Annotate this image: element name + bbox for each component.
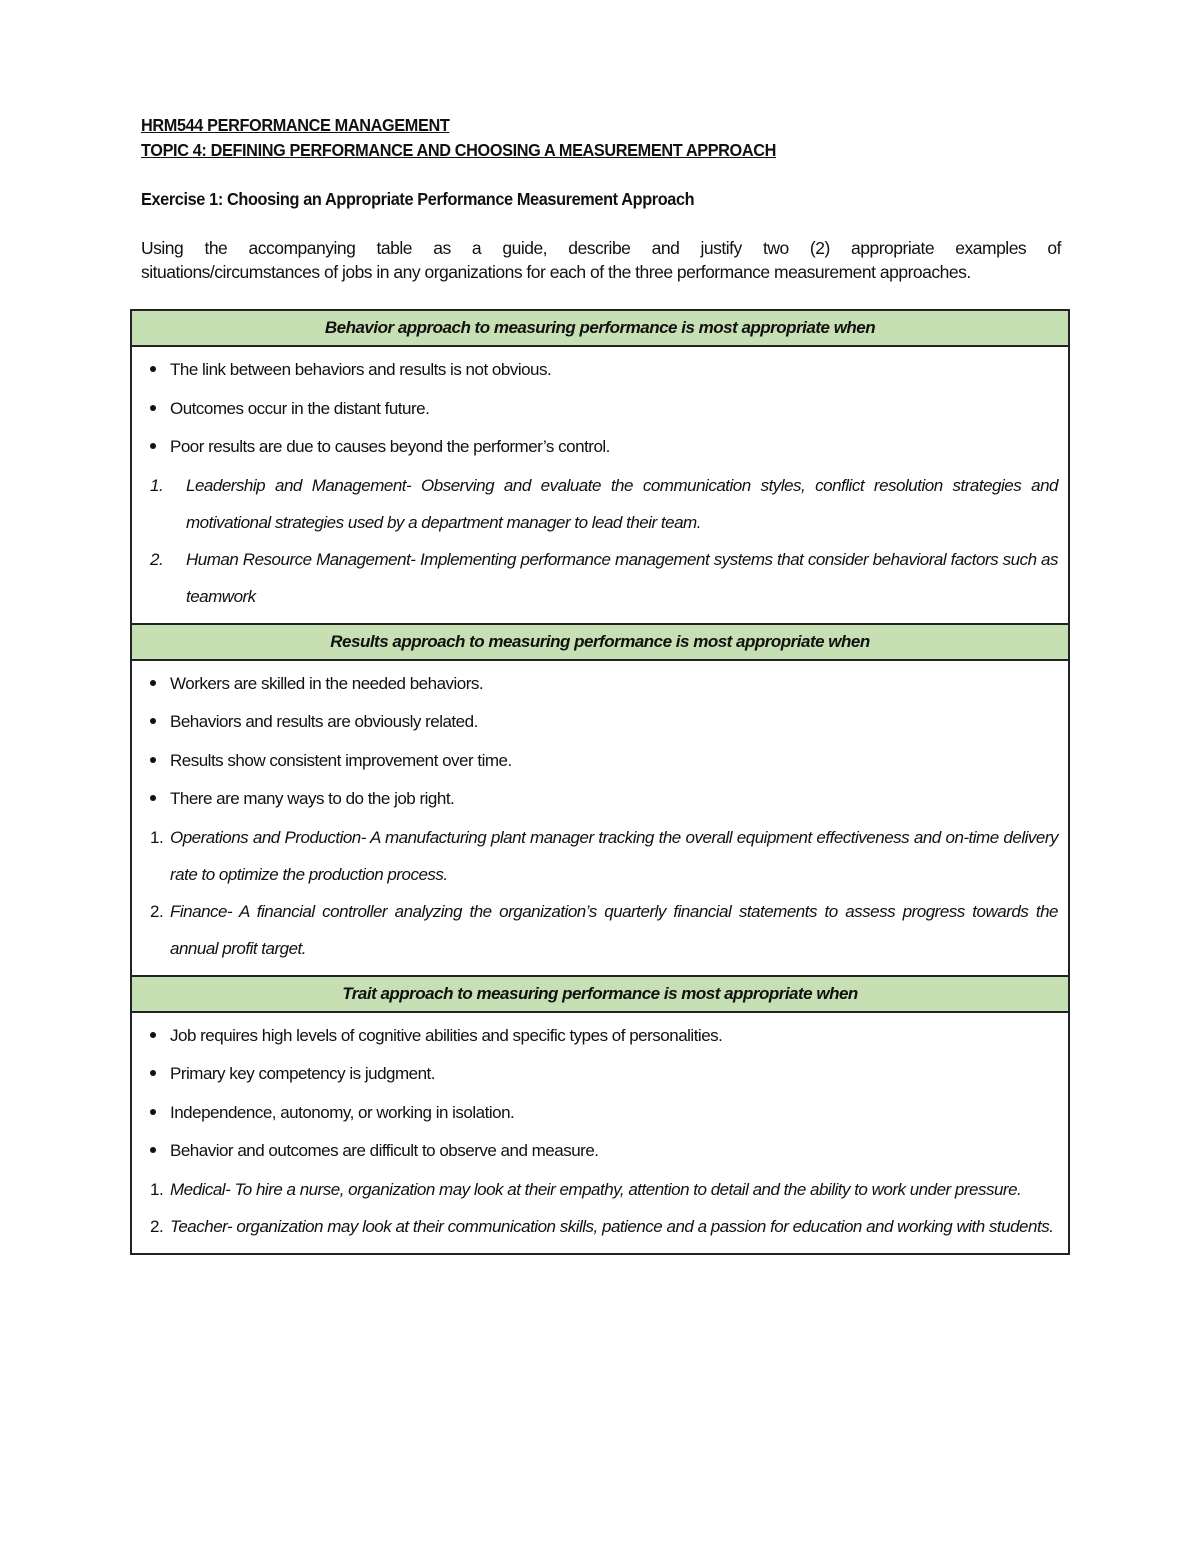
topic-title: TOPIC 4: DEFINING PERFORMANCE AND CHOOSING A MEASUREMENT APPROACH <box>141 140 777 160</box>
bullet-icon <box>150 680 156 686</box>
approach-table <box>130 309 1070 1255</box>
bullet-icon <box>150 795 156 801</box>
list-item: Poor results are due to causes beyond the performer’s control. <box>148 428 1058 467</box>
example-item: 1. Leadership and Management- Observing and evaluate the communication styles, conflict resolution strategies and motivational strategies used by a department manager to lead their team. <box>150 475 1058 532</box>
section-body-results <box>131 660 1069 976</box>
bullet-icon <box>150 1032 156 1038</box>
examples-list <box>148 819 1058 967</box>
list-item: Behavior and outcomes are difficult to observe and measure. <box>148 1132 1058 1171</box>
section-header-trait: Trait approach to measuring performance is most appropriate when <box>131 976 1069 1012</box>
list-item: Outcomes occur in the distant future. <box>148 390 1058 429</box>
list-item: Results show consistent improvement over time. <box>148 742 1058 781</box>
intro-paragraph <box>141 236 1061 284</box>
bullet-icon <box>150 405 156 411</box>
list-item: Workers are skilled in the needed behaviors. <box>148 665 1058 704</box>
example-item: 2. Finance- A financial controller analyzing the organization’s quarterly financial statements to assess progress towards the annual profit target. <box>150 901 1058 958</box>
section-header-results: Results approach to measuring performance is most appropriate when <box>131 624 1069 660</box>
list-item: Behaviors and results are obviously related. <box>148 703 1058 742</box>
examples-list <box>148 467 1058 615</box>
section-body-behavior <box>131 346 1069 624</box>
criteria-list <box>148 665 1058 819</box>
intro-line-1: Using the accompanying table as a guide, describe and justify two (2) appropriate examples of <box>141 238 1061 258</box>
example-item: 1. Operations and Production- A manufacturing plant manager tracking the overall equipment effectiveness and on-time delivery rate to optimize the production process. <box>150 827 1058 884</box>
document-page <box>141 113 1061 284</box>
bullet-icon <box>150 366 156 372</box>
list-item: Job requires high levels of cognitive abilities and specific types of personalities. <box>148 1017 1058 1056</box>
section-header-behavior: Behavior approach to measuring performance is most appropriate when <box>131 310 1069 346</box>
list-item: Primary key competency is judgment. <box>148 1055 1058 1094</box>
bullet-icon <box>150 718 156 724</box>
course-title: HRM544 PERFORMANCE MANAGEMENT <box>141 115 450 135</box>
bullet-icon <box>150 1109 156 1115</box>
list-item: There are many ways to do the job right. <box>148 780 1058 819</box>
exercise-title: Exercise 1: Choosing an Appropriate Performance Measurement Approach <box>141 189 695 209</box>
example-item: 1. Medical- To hire a nurse, organization may look at their empathy, attention to detail and the ability to work under pressure. <box>150 1179 1022 1199</box>
intro-line-2: situations/circumstances of jobs in any organizations for each of the three performance measurement approaches. <box>141 262 971 282</box>
example-item: 2. Human Resource Management- Implementing performance management systems that consider behavioral factors such as teamwork <box>150 549 1058 606</box>
criteria-list <box>148 351 1058 467</box>
bullet-icon <box>150 1070 156 1076</box>
criteria-list <box>148 1017 1058 1171</box>
section-body-trait <box>131 1012 1069 1254</box>
list-item: The link between behaviors and results is not obvious. <box>148 351 1058 390</box>
bullet-icon <box>150 757 156 763</box>
examples-list <box>148 1171 1058 1245</box>
bullet-icon <box>150 443 156 449</box>
list-item: Independence, autonomy, or working in isolation. <box>148 1094 1058 1133</box>
example-item: 2. Teacher- organization may look at their communication skills, patience and a passion for education and working with students. <box>150 1216 1054 1236</box>
bullet-icon <box>150 1147 156 1153</box>
